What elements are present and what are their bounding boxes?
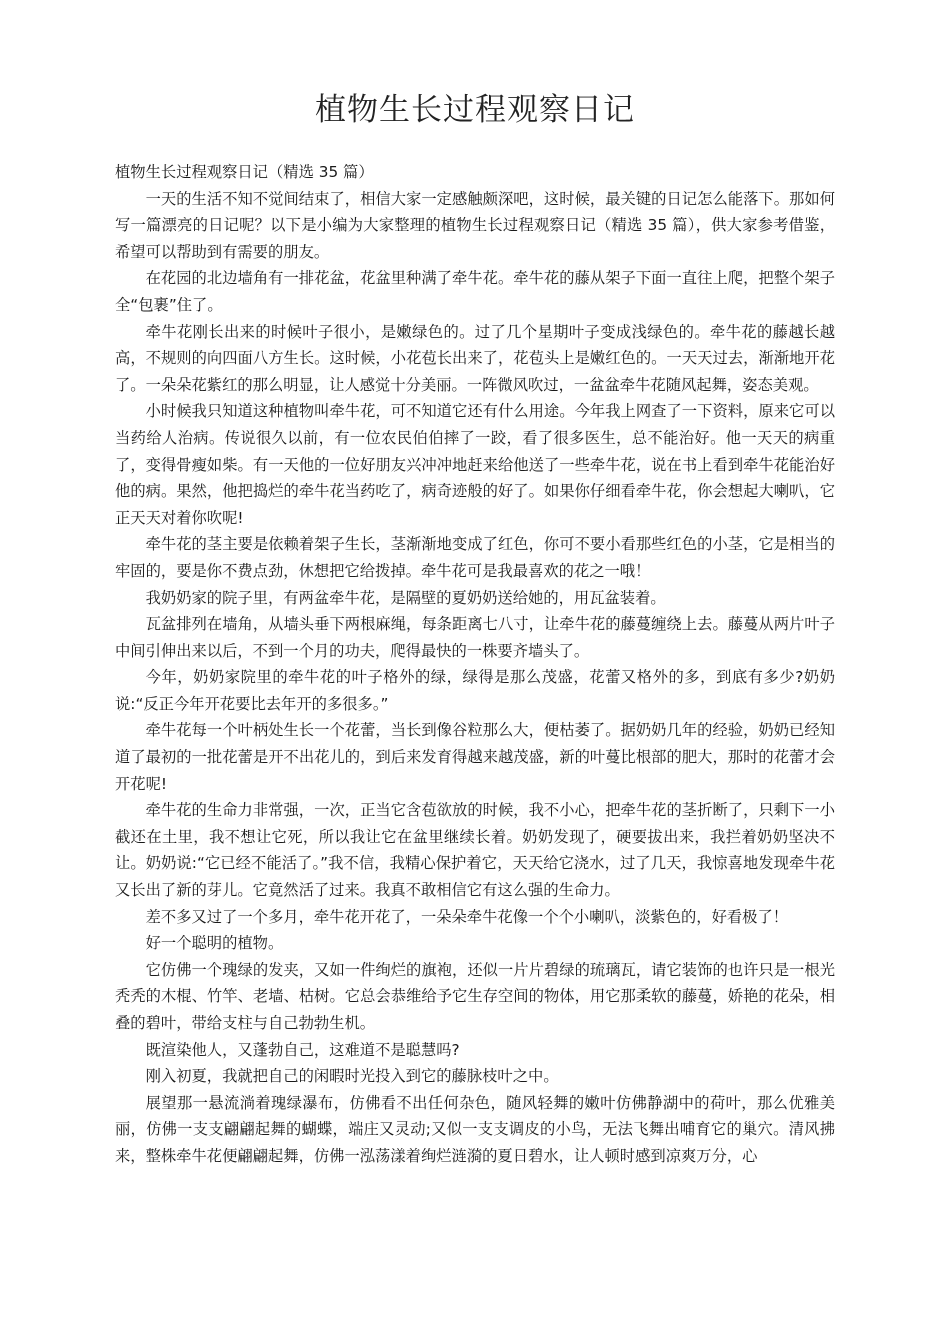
document-subtitle: 植物生长过程观察日记（精选 35 篇） [115, 163, 374, 181]
paragraph: 牵牛花的茎主要是依赖着架子生长，茎渐渐地变成了红色，你可不要小看那些红色的小茎，它是相当的牢固的，要是你不费点劲，休想把它给拨掉。牵牛花可是我最喜欢的花之一哦！ [115, 535, 835, 580]
paragraph: 好一个聪明的植物。 [145, 934, 284, 953]
paragraph: 差不多又过了一个多月，牵牛花开花了，一朵朵牵牛花像一个个小喇叭，淡紫色的，好看极了！ [145, 907, 789, 926]
paragraph: 既渲染他人，又蓬勃自己，这难道不是聪慧吗? [145, 1040, 460, 1059]
paragraph: 一天的生活不知不觉间结束了，相信大家一定感触颇深吧，这时候，最关键的日记怎么能落下。那如何写一篇漂亮的日记呢？以下是小编为大家整理的植物生长过程观察日记（精选 35 篇），供大家参考借鉴，希望可以帮助到有需要的朋友。 [115, 189, 835, 261]
paragraph: 今年，奶奶家院里的牵牛花的叶子格外的绿，绿得是那么茂盛，花蕾又格外的多，到底有多少?奶奶说:“反正今年开花要比去年开的多很多。” [115, 668, 835, 713]
document-body [115, 159, 835, 1170]
paragraph: 展望那一悬流淌着瑰绿瀑布，仿佛看不出任何杂色，随风轻舞的嫩叶仿佛静湖中的荷叶，那么优雅美丽，仿佛一支支翩翩起舞的蝴蝶，端庄又灵动;又似一支支调皮的小鸟，无法飞舞出哺育它的巢穴。清风拂来，整株牵牛花便翩翩起舞，仿佛一泓荡漾着绚烂涟漪的夏日碧水，让人顿时感到凉爽万分，心 [115, 1093, 835, 1165]
paragraph: 刚入初夏，我就把自己的闲暇时光投入到它的藤脉枝叶之中。 [145, 1067, 559, 1086]
paragraph: 牵牛花刚长出来的时候叶子很小，是嫩绿色的。过了几个星期叶子变成浅绿色的。牵牛花的藤越长越高，不规则的向四面八方生长。这时候，小花苞长出来了，花苞头上是嫩红色的。一天天过去，渐渐地开花了。一朵朵花紫红的那么明显，让人感觉十分美丽。一阵微风吹过，一盆盆牵牛花随风起舞，姿态美观。 [115, 322, 835, 394]
paragraph: 我奶奶家的院子里，有两盆牵牛花，是隔壁的夏奶奶送给她的，用瓦盆装着。 [145, 588, 666, 607]
paragraph: 小时候我只知道这种植物叫牵牛花，可不知道它还有什么用途。今年我上网查了一下资料，原来它可以当药给人治病。传说很久以前，有一位农民伯伯摔了一跤，看了很多医生，总不能治好。他一天天的病重了，变得骨瘦如柴。有一天他的一位好朋友兴冲冲地赶来给他送了一些牵牛花，说在书上看到牵牛花能治好他的病。果然，他把捣烂的牵牛花当药吃了，病奇迹般的好了。如果你仔细看牵牛花，你会想起大喇叭，它正天天对着你吹呢! [115, 402, 835, 527]
paragraph: 在花园的北边墙角有一排花盆，花盆里种满了牵牛花。牵牛花的藤从架子下面一直往上爬，把整个架子全“包裹”住了。 [115, 269, 835, 314]
paragraph: 牵牛花每一个叶柄处生长一个花蕾，当长到像谷粒那么大，便枯萎了。据奶奶几年的经验，奶奶已经知道了最初的一批花蕾是开不出花儿的，到后来发育得越来越茂盛，新的叶蔓比根部的肥大，那时的花蕾才会开花呢! [115, 721, 835, 793]
paragraph: 瓦盆排列在墙角，从墙头垂下两根麻绳，每条距离七八寸，让牵牛花的藤蔓缠绕上去。藤蔓从两片叶子中间引伸出来以后，不到一个月的功夫，爬得最快的一株要齐墙头了。 [115, 615, 835, 660]
paragraph: 它仿佛一个瑰绿的发夹，又如一件绚烂的旗袍，还似一片片碧绿的琉璃瓦，请它装饰的也许只是一根光秃秃的木棍、竹竿、老墙、枯树。它总会恭维给予它生存空间的物体，用它那柔软的藤蔓，娇艳的花朵，相叠的碧叶，带给支柱与自己勃勃生机。 [115, 960, 835, 1032]
document-title: 植物生长过程观察日记 [315, 92, 635, 128]
paragraph: 牵牛花的生命力非常强，一次，正当它含苞欲放的时候，我不小心，把牵牛花的茎折断了，只剩下一小截还在土里，我不想让它死，所以我让它在盆里继续长着。奶奶发现了，硬要拔出来，我拦着奶奶坚决不让。奶奶说:“它已经不能活了。”我不信，我精心保护着它，天天给它浇水，过了几天，我惊喜地发现牵牛花又长出了新的芽儿。它竟然活了过来。我真不敢相信它有这么强的生命力。 [115, 801, 835, 900]
